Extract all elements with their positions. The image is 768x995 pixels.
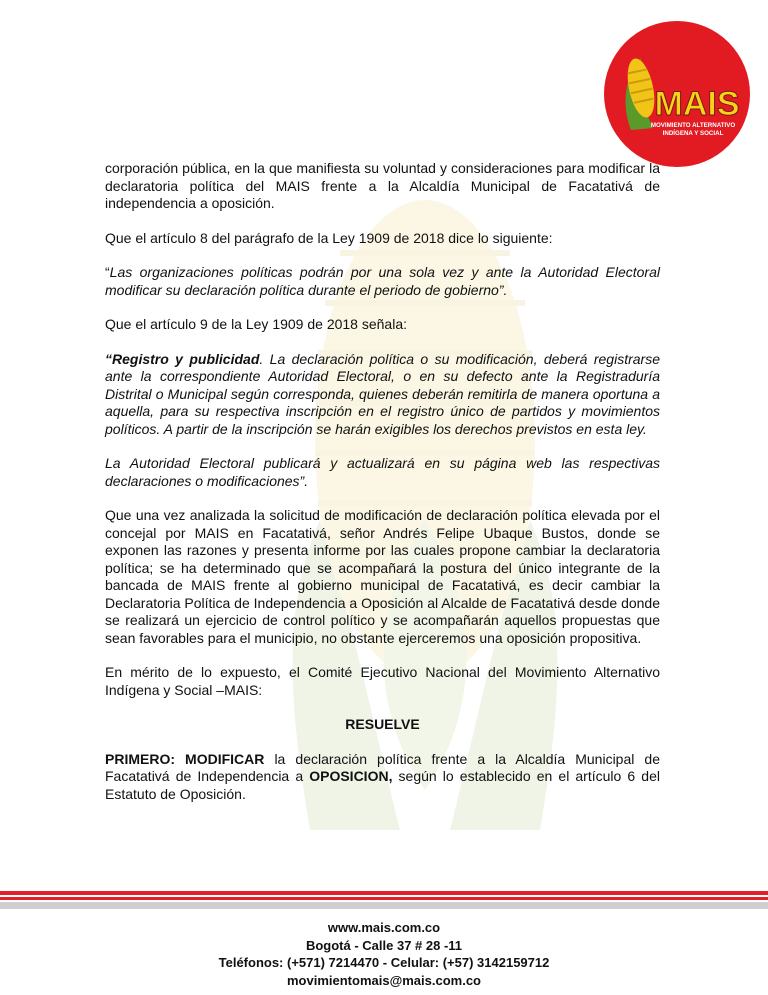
resolution-text-1: la declaración política frente a la Alcaldía Municipal de Facatativá de Independencia a (105, 750, 660, 784)
logo-wordmark: MAIS (654, 85, 740, 123)
footer-website[interactable]: www.mais.com.co (327, 920, 441, 935)
paragraph-analysis: Que una vez analizada la solicitud de modificación de declaración política elevada por el concejal por MAIS en Facatativá, señor Andrés Felipe Ubaque Bustos, donde se exponen las razones y presenta informe por las cuales propone cambiar la declaratoria política; se ha determinado que se acompañará la postura del único integrante de la bancada de MAIS frente al gobierno municipal de Facatativá, es decir cambiar la Declaratoria Política de Independencia a Oposición al Alcalde de Facatativá desde donde se realizará un ejercicio de control político y se acompañarán aquellos propuestas que sean favorables para el municipio, no obstante ejerceremos una oposición propositiva. (105, 507, 660, 646)
resolution-text-2: según lo establecido en el artículo 6 del Estatuto de Oposición. (105, 768, 660, 802)
paragraph-first-resolution (105, 751, 660, 804)
quote-article-8 (105, 264, 660, 299)
mais-logo (603, 20, 751, 168)
footer-stripe-gray (0, 902, 768, 909)
document-body (105, 160, 660, 820)
paragraph-article-9: Que el artículo 9 de la Ley 1909 de 2018 señala: (105, 316, 407, 332)
footer-stripe-red-1 (0, 891, 768, 895)
logo-tagline-1: MOVIMIENTO ALTERNATIVO (650, 122, 736, 129)
paragraph-intro: corporación pública, en la que manifiesta su voluntad y consideraciones para modificar la declaratoria política del MAIS frente a la Alcaldía Municipal de Facatativá de independencia a oposición. (105, 160, 660, 211)
resolution-opposition: OPOSICION, (309, 768, 393, 784)
quote-article-9-continued-text: La Autoridad Electoral publicará y actualizará en su página web las respectivas declaraciones o modificaciones”. (105, 455, 660, 489)
quote-article-8-text: Las organizaciones políticas podrán por una sola vez y ante la Autoridad Electoral modificar su declaración política durante el periodo de gobierno”. (105, 264, 660, 298)
paragraph-article-8: Que el artículo 8 del parágrafo de la Ley 1909 de 2018 dice lo siguiente: (105, 229, 553, 246)
quote-article-9-title: “Registro y publicidad (105, 350, 260, 367)
footer-phones: Teléfonos: (+571) 7214470 - Celular: (+57) 3142159712 (218, 955, 550, 970)
logo-tagline-2: INDÍGENA Y SOCIAL (662, 130, 724, 137)
paragraph-merit: En mérito de lo expuesto, el Comité Ejecutivo Nacional del Movimiento Alternativo Indígena y Social –MAIS: (105, 664, 660, 698)
footer-address: Bogotá - Calle 37 # 28 -11 (305, 937, 463, 953)
footer-stripe-red-2 (0, 897, 768, 900)
quote-article-9 (105, 351, 660, 439)
resolve-heading: RESUELVE (345, 716, 420, 732)
quote-open-mark: “ (105, 264, 110, 280)
footer-email[interactable]: movimientomais@mais.com.co (286, 972, 482, 988)
resolution-label: PRIMERO: MODIFICAR (105, 750, 265, 767)
footer (0, 919, 768, 989)
quote-article-9-text: . La declaración política o su modificación, deberá registrarse ante la correspondiente Autoridad Electoral, o en su defecto ante la Registraduría Distrital o Municipal según corresponda, quienes deberán remitirla de manera oportuna a aquella, para su respectiva inscripción en el registro único de partidos y movimientos políticos. A partir de la inscripción se harán exigibles los derechos previstos en esta ley. (105, 350, 660, 437)
quote-article-9-continued (105, 455, 660, 490)
